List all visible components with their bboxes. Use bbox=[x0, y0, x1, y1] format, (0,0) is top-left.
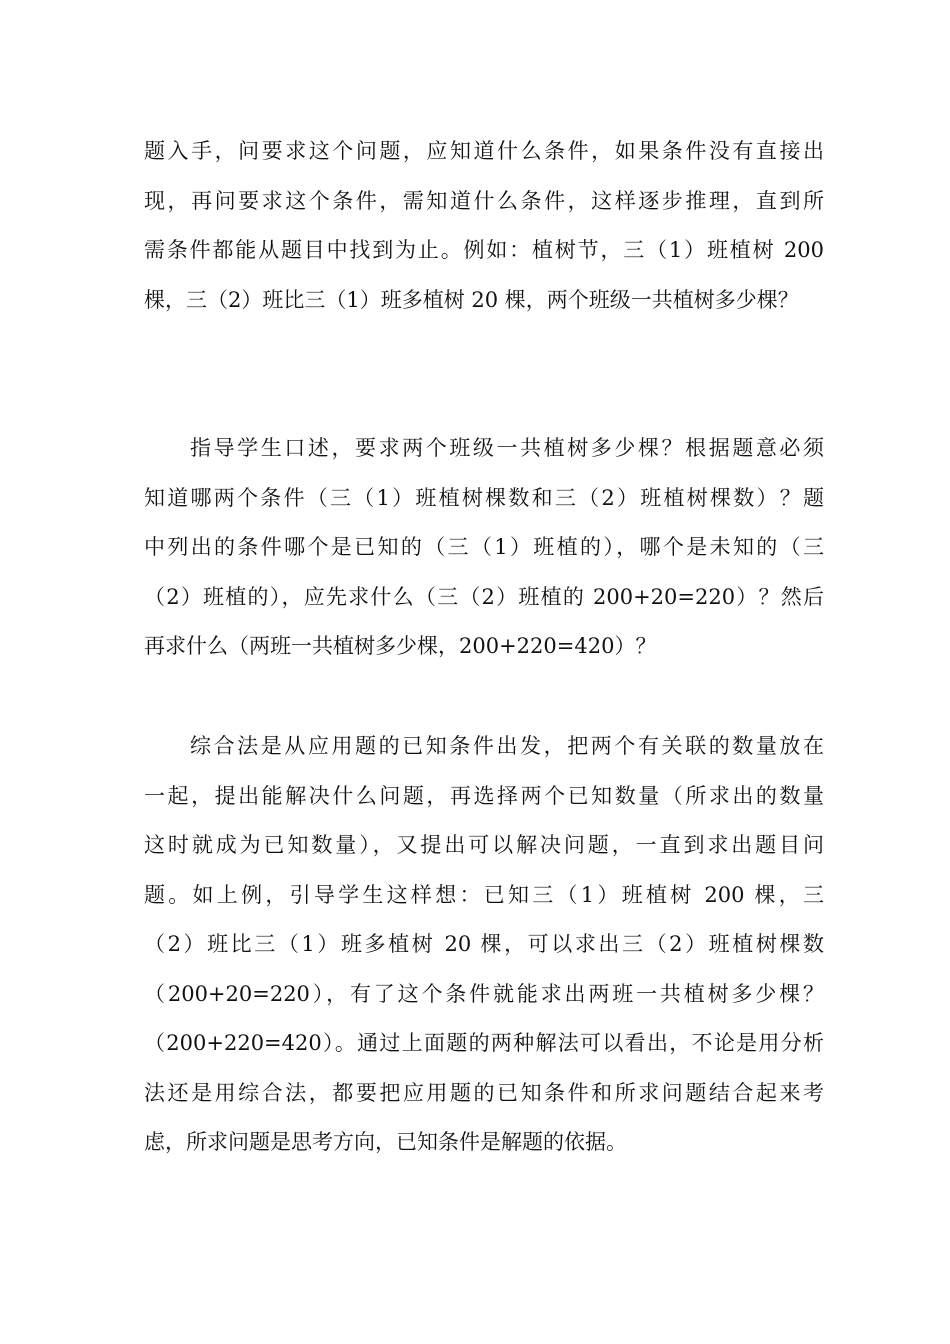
paragraph-line: 再求什么（两班一共植树多少棵，200+220=420）？ bbox=[144, 634, 657, 658]
paragraph-line: （200+220=420）。通过上面题的两种解法可以看出，不论是用分析 bbox=[144, 1031, 824, 1055]
paragraph-line: 棵，三（2）班比三（1）班多植树 20 棵，两个班级一共植树多少棵？ bbox=[144, 287, 799, 312]
paragraph-synthesis-method bbox=[144, 722, 824, 1168]
paragraph-line: 需条件都能从题目中找到为止。例如：植树节，三（1）班植树 200 bbox=[144, 238, 824, 262]
paragraph-line: 法还是用综合法，都要把应用题的已知条件和所求问题结合起来考 bbox=[144, 1080, 824, 1105]
paragraph-line: 知道哪两个条件（三（1）班植树棵数和三（2）班植树棵数）？题 bbox=[144, 485, 824, 510]
paragraph-line: （2）班植的），应先求什么（三（2）班植的 200+20=220）？然后 bbox=[144, 584, 824, 609]
paragraph-analysis-intro bbox=[144, 127, 824, 325]
paragraph-line: 题。如上例，引导学生这样想：已知三（1）班植树 200 棵，三 bbox=[144, 882, 824, 907]
paragraph-line: 一起，提出能解决什么问题，再选择两个已知数量（所求出的数量 bbox=[144, 783, 824, 808]
paragraph-line: 指导学生口述，要求两个班级一共植树多少棵？根据题意必须 bbox=[190, 436, 824, 460]
paragraph-line: （200+20=220），有了这个条件就能求出两班一共植树多少棵？ bbox=[144, 981, 824, 1006]
paragraph-line: （2）班比三（1）班多植树 20 棵，可以求出三（2）班植树棵数 bbox=[144, 932, 824, 956]
paragraph-guidance bbox=[144, 424, 824, 672]
paragraph-line: 题入手，问要求这个问题，应知道什么条件，如果条件没有直接出 bbox=[144, 139, 824, 163]
paragraph-line: 虑，所求问题是思考方向，已知条件是解题的依据。 bbox=[144, 1130, 627, 1154]
paragraph-line: 这时就成为已知数量），又提出可以解决问题，一直到求出题目问 bbox=[144, 833, 824, 857]
paragraph-line: 中列出的条件哪个是已知的（三（1）班植的），哪个是未知的（三 bbox=[144, 535, 824, 559]
paragraph-line: 现，再问要求这个条件，需知道什么条件，这样逐步推理，直到所 bbox=[144, 188, 824, 213]
paragraph-line: 综合法是从应用题的已知条件出发，把两个有关联的数量放在 bbox=[190, 734, 824, 758]
